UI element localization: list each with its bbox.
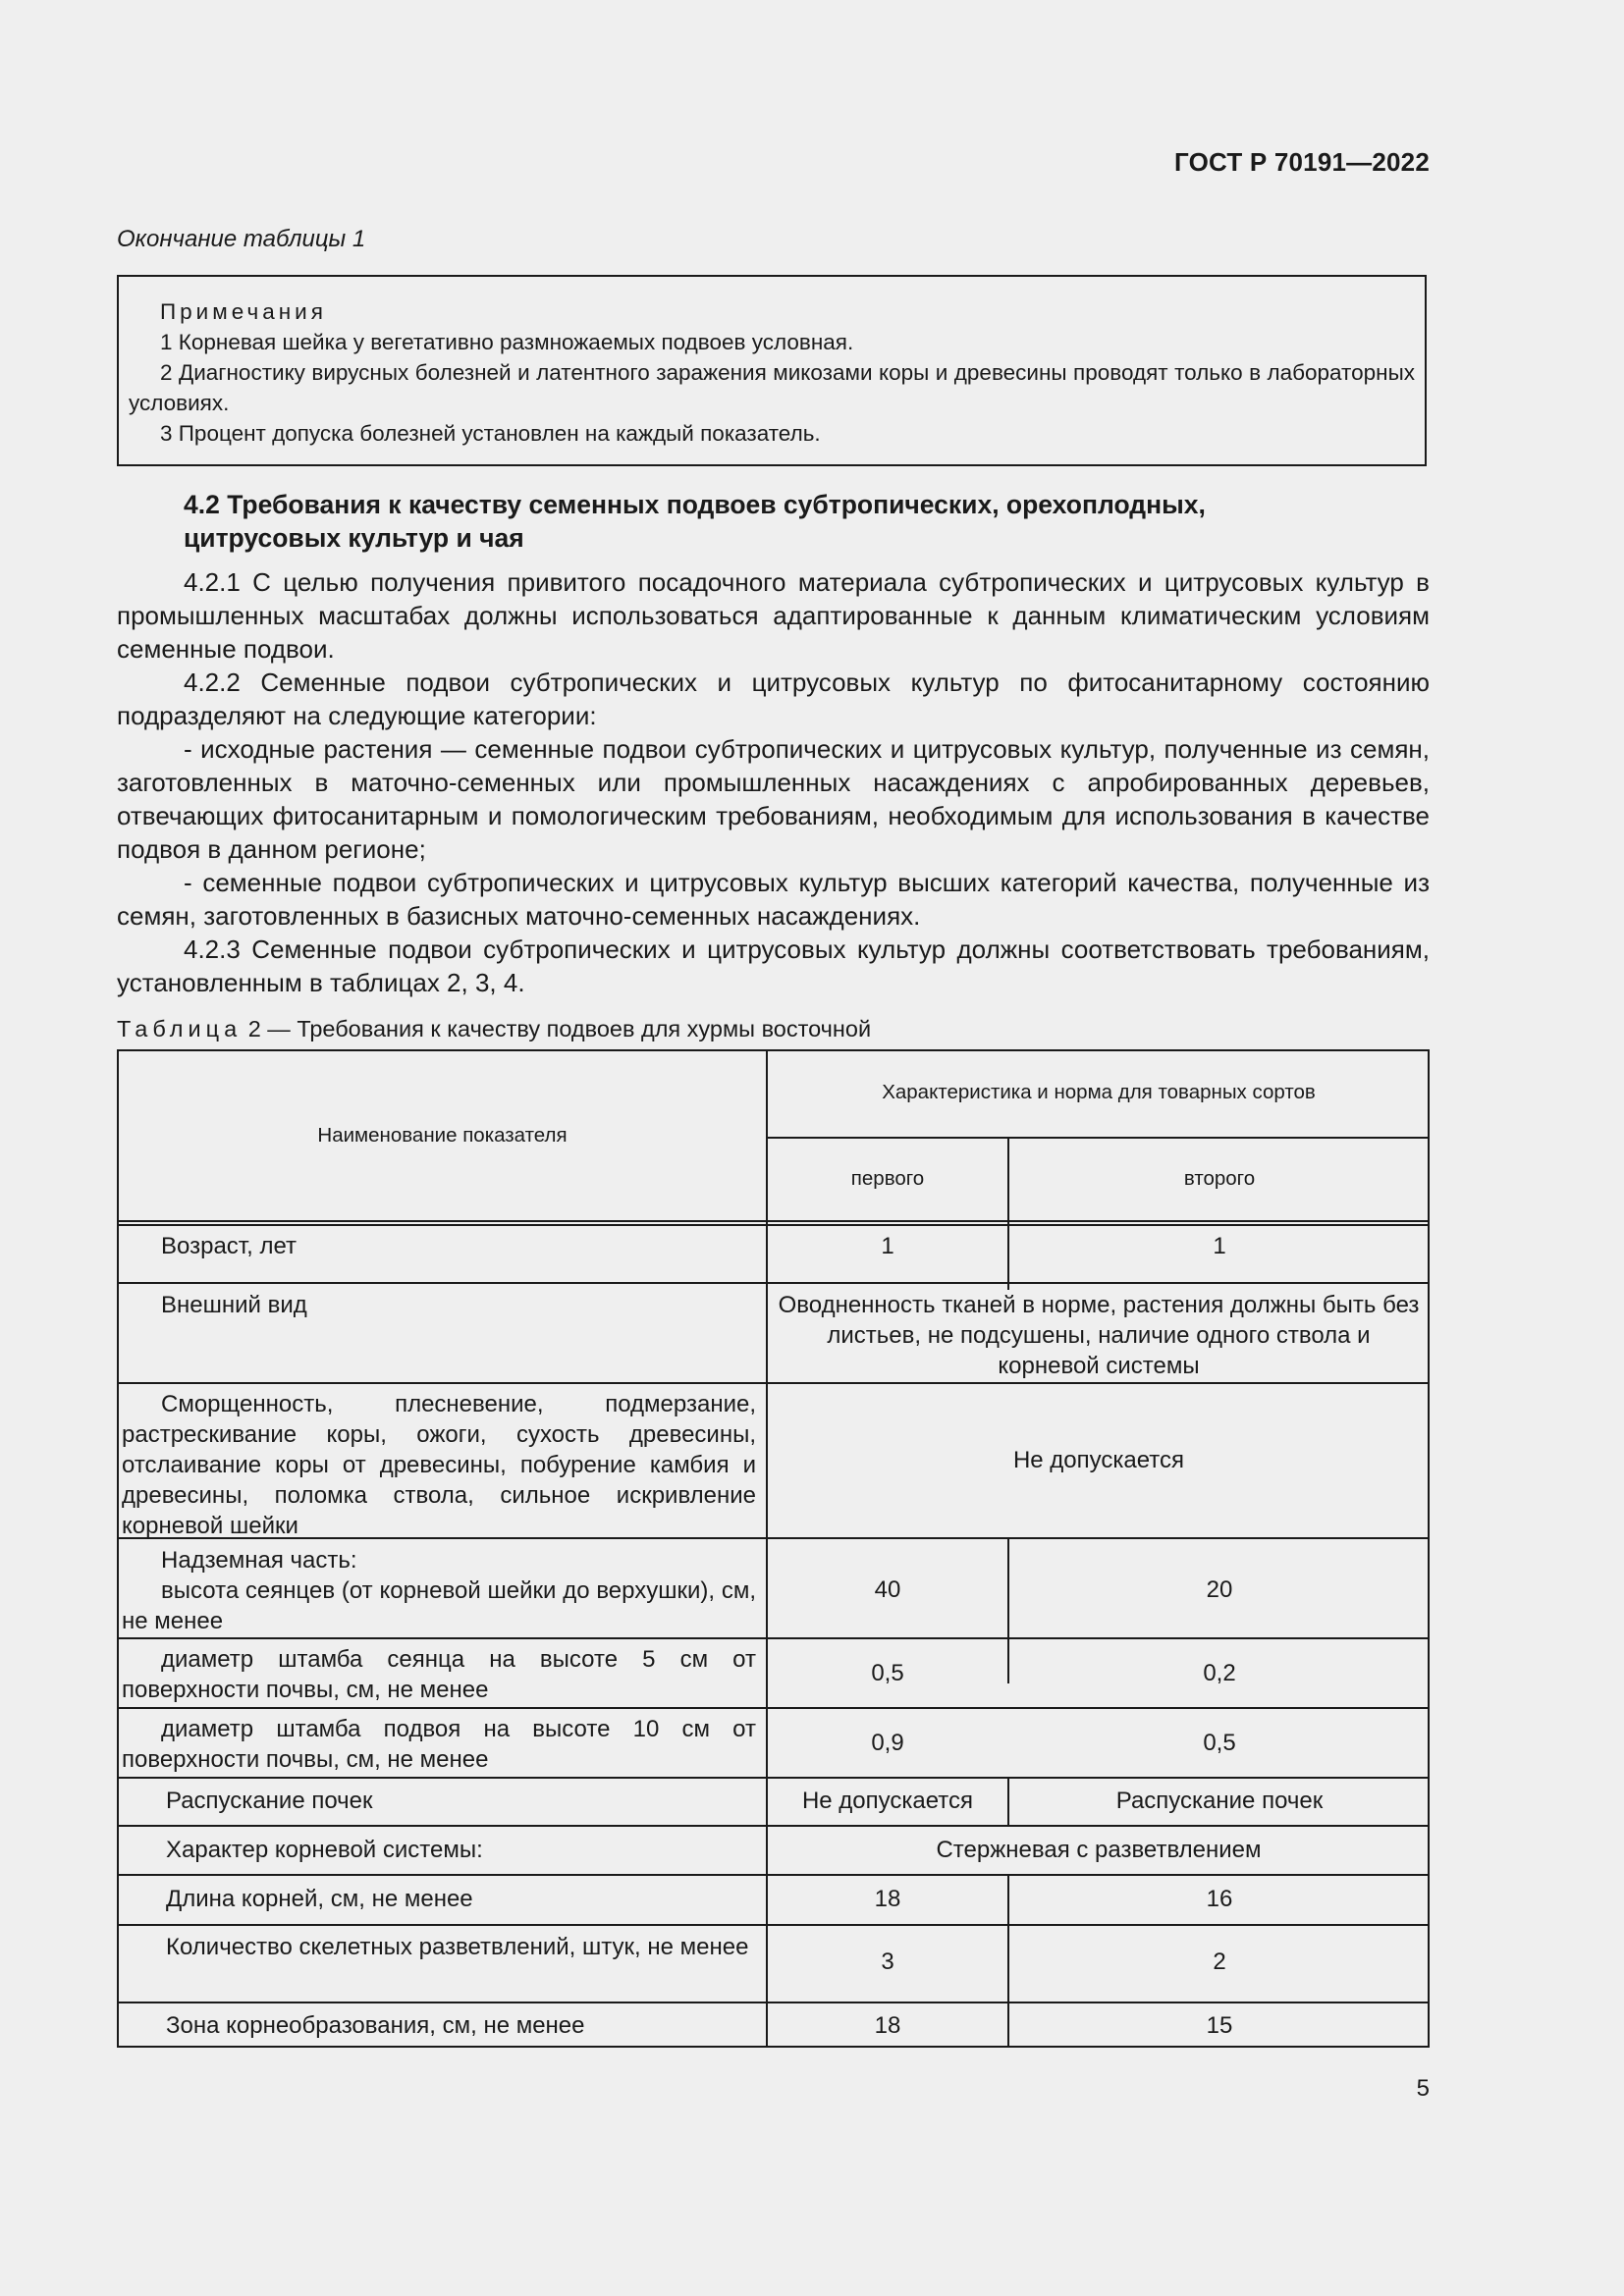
table-cell-first: 3 (881, 1949, 894, 1975)
table-row-label: Сморщенность, плесневение, подмерзание, растрескивание коры, ожоги, сухость древесины, отслаивание коры от древесины, побурение камбия и древесины, поломка ствола, сильное искривление корневой шейки (122, 1391, 756, 1539)
list-item-seed-rootstocks: - семенные подвои субтропических и цитрусовых культур высших категорий качества, полученные из семян, заготовленных в базисных маточно-семенных насаждениях. (117, 868, 1430, 931)
notes-title: Примечания (160, 299, 327, 324)
notes-box (117, 275, 1427, 466)
table-row-label: Количество скелетных разветвлений, штук, не менее (166, 1934, 749, 1960)
paragraph-4-2-2: 4.2.2 Семенные подвои субтропических и цитрусовых культур по фитосанитарному состоянию подразделяют на следующие категории: (117, 667, 1430, 730)
table-cell-first: Не допускается (801, 1788, 974, 1814)
note-3: 3 Процент допуска болезней установлен на каждый показатель. (160, 421, 821, 446)
table-cell-first: 1 (881, 1233, 894, 1259)
table-row-label: диаметр штамба подвоя на высоте 10 см от поверхности почвы, см, не менее (122, 1716, 756, 1773)
table-cell-first: 40 (874, 1576, 901, 1603)
table-cell-second: 20 (1206, 1576, 1233, 1603)
table-cell-second: 0,5 (1203, 1730, 1236, 1756)
table-cell-merged: Стержневая с разветвлением (936, 1837, 1262, 1863)
col-header-name: Наименование показателя (317, 1124, 568, 1147)
table-row-label: Возраст, лет (161, 1233, 297, 1259)
table-cell-second: 1 (1213, 1233, 1226, 1259)
table-row-label: диаметр штамба сеянца на высоте 5 см от поверхности почвы, см, не менее (122, 1646, 756, 1703)
col-header-first: первого (850, 1167, 925, 1190)
table-row-label: Характер корневой системы: (166, 1837, 483, 1863)
note-2: 2 Диагностику вирусных болезней и латентного заражения микозами коры и древесины проводят только в лабораторных условиях. (129, 360, 1415, 415)
col-header-group: Характеристика и норма для товарных сортов (882, 1081, 1316, 1103)
table2-caption: Таблица 2 — Требования к качеству подвоев для хурмы восточной (117, 1016, 872, 1041)
table-cell-merged: Не допускается (1012, 1447, 1185, 1473)
table-cell-second: 16 (1206, 1886, 1233, 1912)
table-row-label: Внешний вид (161, 1292, 307, 1318)
table-cell-first: 0,9 (871, 1730, 904, 1756)
paragraph-4-2-3: 4.2.3 Семенные подвои субтропических и цитрусовых культур должны соответствовать требованиям, установленным в таблицах 2, 3, 4. (117, 934, 1430, 997)
page-number: 5 (1416, 2075, 1430, 2102)
table-cell-second: 15 (1206, 2012, 1233, 2039)
table-row-group-label: Надземная часть: (161, 1547, 357, 1574)
table2 (117, 1049, 1430, 2048)
table-cell-first: 18 (874, 2012, 901, 2039)
section-title: 4.2 Требования к качеству семенных подвоев субтропических, орехоплодных, цитрусовых культур и чая (184, 490, 1206, 553)
paragraph-4-2-1: 4.2.1 С целью получения привитого посадочного материала субтропических и цитрусовых культур в промышленных масштабах должны использоваться адаптированные к данным климатическим условиям семенные подвои. (117, 567, 1430, 664)
table-row-label: Длина корней, см, не менее (166, 1886, 473, 1912)
table-row-label: Зона корнеобразования, см, не менее (166, 2012, 585, 2039)
table-row-label: Распускание почек (166, 1788, 373, 1814)
table-cell-second: 0,2 (1203, 1660, 1236, 1686)
table1-end-caption: Окончание таблицы 1 (117, 226, 366, 252)
table-cell-first: 18 (874, 1886, 901, 1912)
table-cell-first: 0,5 (871, 1660, 904, 1686)
list-item-source-plants: - исходные растения — семенные подвои субтропических и цитрусовых культур, полученные из семян, заготовленных в маточно-семенных или промышленных насаждениях с апробированных деревьев, отвечающих фитосанитарным и помологическим требованиям, необходимым для использования в качестве подвоя в данном регионе; (117, 734, 1430, 864)
table-cell-second: 2 (1213, 1949, 1226, 1975)
note-1: 1 Корневая шейка у вегетативно размножаемых подвоев условная. (160, 330, 854, 354)
document-code: ГОСТ Р 70191—2022 (1174, 147, 1430, 177)
table-cell-second: Распускание почек (1115, 1788, 1324, 1814)
col-header-second: второго (1183, 1167, 1256, 1190)
table-row-label: высота сеянцев (от корневой шейки до верхушки), см, не менее (122, 1577, 756, 1634)
table-cell-merged: Оводненность тканей в норме, растения должны быть без листьев, не подсушены, наличие одного ствола и корневой системы (778, 1292, 1420, 1379)
